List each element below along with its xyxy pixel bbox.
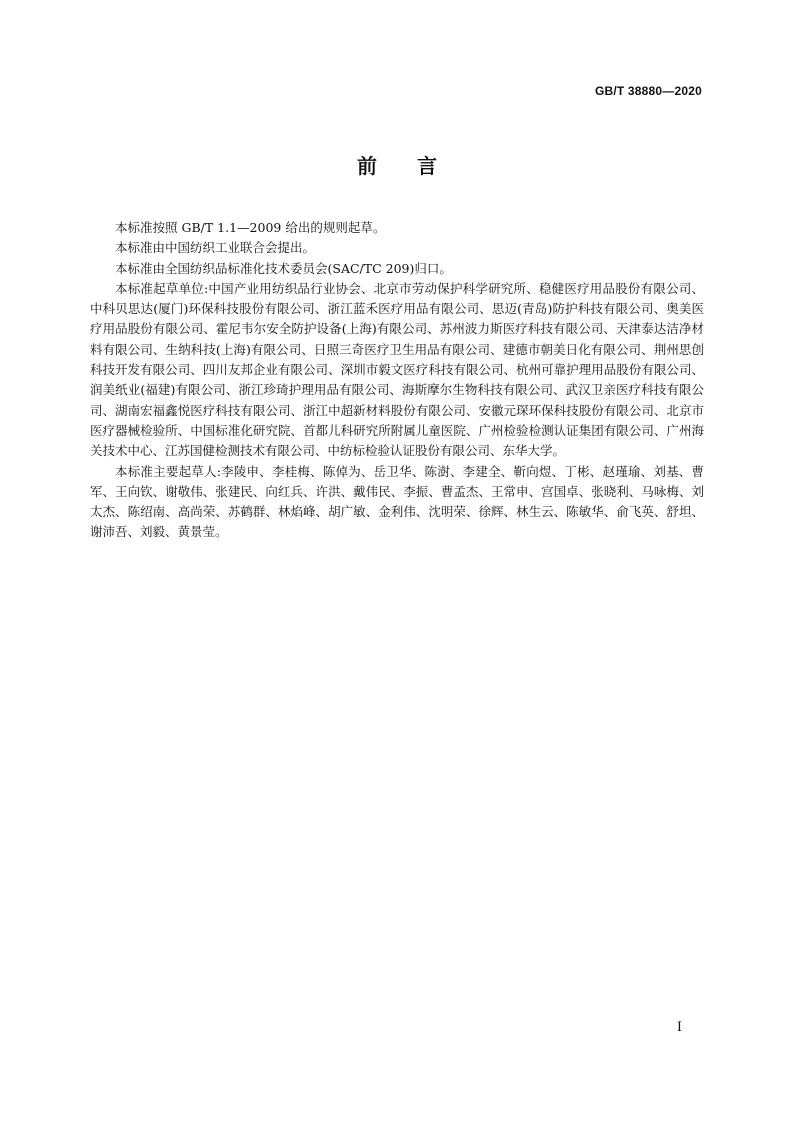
paragraph-proposer: 本标准由中国纺织工业联合会提出。 — [115, 240, 316, 256]
standard-code: GB/T 38880—2020 — [594, 84, 702, 98]
page-title: 前言 — [357, 154, 477, 178]
paragraph-technical-committee: 本标准由全国纺织品标准化技术委员会(SAC/TC 209)归口。 — [115, 260, 452, 276]
paragraph-drafting-rules: 本标准按照 GB/T 1.1—2009 给出的规则起草。 — [115, 220, 386, 235]
foreword-body — [90, 218, 704, 543]
page-number: I — [676, 1020, 682, 1035]
paragraph-drafting-organizations: 本标准起草单位:中国产业用纺织品行业协会、北京市劳动保护科学研究所、稳健医疗用品股份有限公司、中科贝思达(厦门)环保科技股份有限公司、浙江蓝禾医疗用品有限公司、思迈(青岛)防护科技有限公司、奥美医疗用品股份有限公司、霍尼韦尔安全防护设备(上海)有限公司、苏州波力斯医疗科技有限公司、天津泰达洁净材料有限公司、生纳科技(上海)有限公司、日照三奇医疗卫生用品有限公司、建德市朝美日化有限公司、荆州思创科技开发有限公司、四川友邦企业有限公司、深圳市毅文医疗科技有限公司、杭州可靠护理用品股份有限公司、润美纸业(福建)有限公司、浙江珍琦护理用品有限公司、海斯摩尔生物科技有限公司、武汉卫亲医疗科技有限公司、湖南宏福鑫悦医疗科技有限公司、浙江中超新材料股份有限公司、安徽元琛环保科技股份有限公司、北京市医疗器械检验所、中国标准化研究院、首都儿科研究所附属儿童医院、广州检验检测认证集团有限公司、广州海关技术中心、江苏国健检测技术有限公司、中纺标检验认证股份有限公司、东华大学。 — [90, 280, 704, 459]
paragraph-main-drafters: 本标准主要起草人:李陵申、李桂梅、陈倬为、岳卫华、陈澍、李建全、靳向煜、丁彬、赵瑾瑜、刘基、曹军、王向钦、谢敬伟、张建民、向红兵、许洪、戴伟民、李振、曹孟杰、王常申、宫国卓、张晓利、马咏梅、刘太杰、陈绍南、高尚荣、苏鹤群、林焰峰、胡广敏、金利伟、沈明荣、徐辉、林生云、陈敏华、俞飞英、舒坦、谢沛吾、刘毅、黄景莹。 — [90, 463, 704, 540]
